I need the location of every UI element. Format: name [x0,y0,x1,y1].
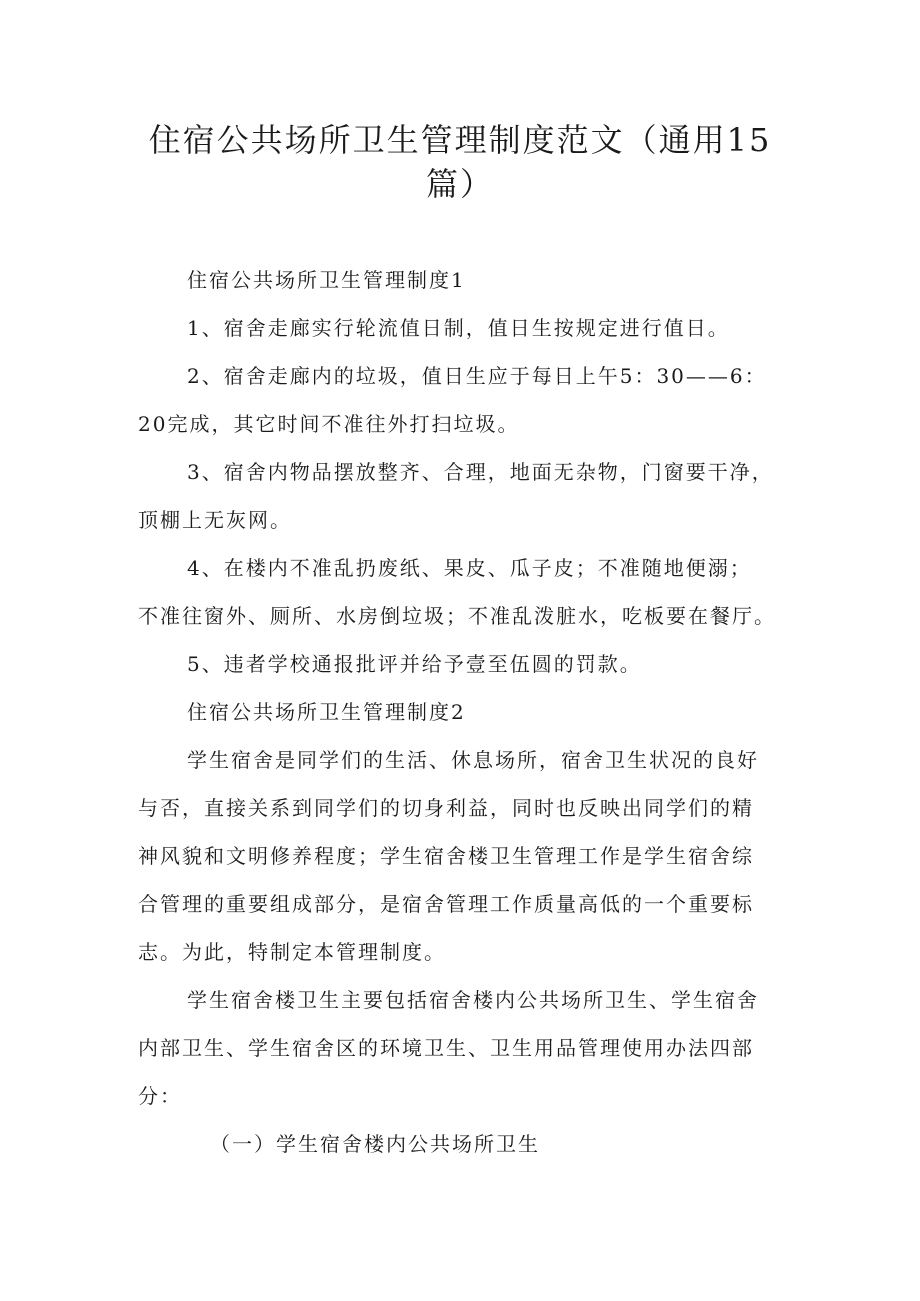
text-line: 3、宿舍内物品摆放整齐、合理，地面无杂物，门窗要干净， [187,460,774,484]
text-line: 不准往窗外、厕所、水房倒垃圾；不准乱泼脏水，吃板要在餐厅。 [138,604,776,628]
document-title-line-1: 住宿公共场所卫生管理制度范文（通用15 [148,121,772,159]
subsection-heading: （一）学生宿舍楼内公共场所卫生 [210,1132,540,1156]
text-line: 1、宿舍走廊实行轮流值日制，值日生按规定进行值日。 [187,316,730,340]
document-title-line-2: 篇） [425,165,494,203]
text-line: 神风貌和文明修养程度；学生宿舍楼卫生管理工作是学生宿舍综 [138,844,754,868]
text-line: 学生宿舍是同学们的生活、休息场所，宿舍卫生状况的良好 [187,748,759,772]
text-line: 志。为此，特制定本管理制度。 [138,940,446,964]
text-line: 2、宿舍走廊内的垃圾，值日生应于每日上午5：30——6： [187,364,767,388]
text-line: 20完成，其它时间不准往外打扫垃圾。 [138,412,520,436]
text-line: 与否，直接关系到同学们的切身利益，同时也反映出同学们的精 [138,796,754,820]
text-line: 分： [138,1084,182,1108]
text-line: 4、在楼内不准乱扔废纸、果皮、瓜子皮；不准随地便溺； [187,556,752,580]
text-line: 顶棚上无灰网。 [138,508,292,532]
text-line: 5、违者学校通报批评并给予壹至伍圆的罚款。 [187,652,642,676]
section-heading-1: 住宿公共场所卫生管理制度1 [187,268,466,292]
text-line: 合管理的重要组成部分，是宿舍管理工作质量高低的一个重要标 [138,892,754,916]
text-line: 学生宿舍楼卫生主要包括宿舍楼内公共场所卫生、学生宿舍 [187,988,759,1012]
text-line: 内部卫生、学生宿舍区的环境卫生、卫生用品管理使用办法四部 [138,1036,754,1060]
section-heading-2: 住宿公共场所卫生管理制度2 [187,700,466,724]
